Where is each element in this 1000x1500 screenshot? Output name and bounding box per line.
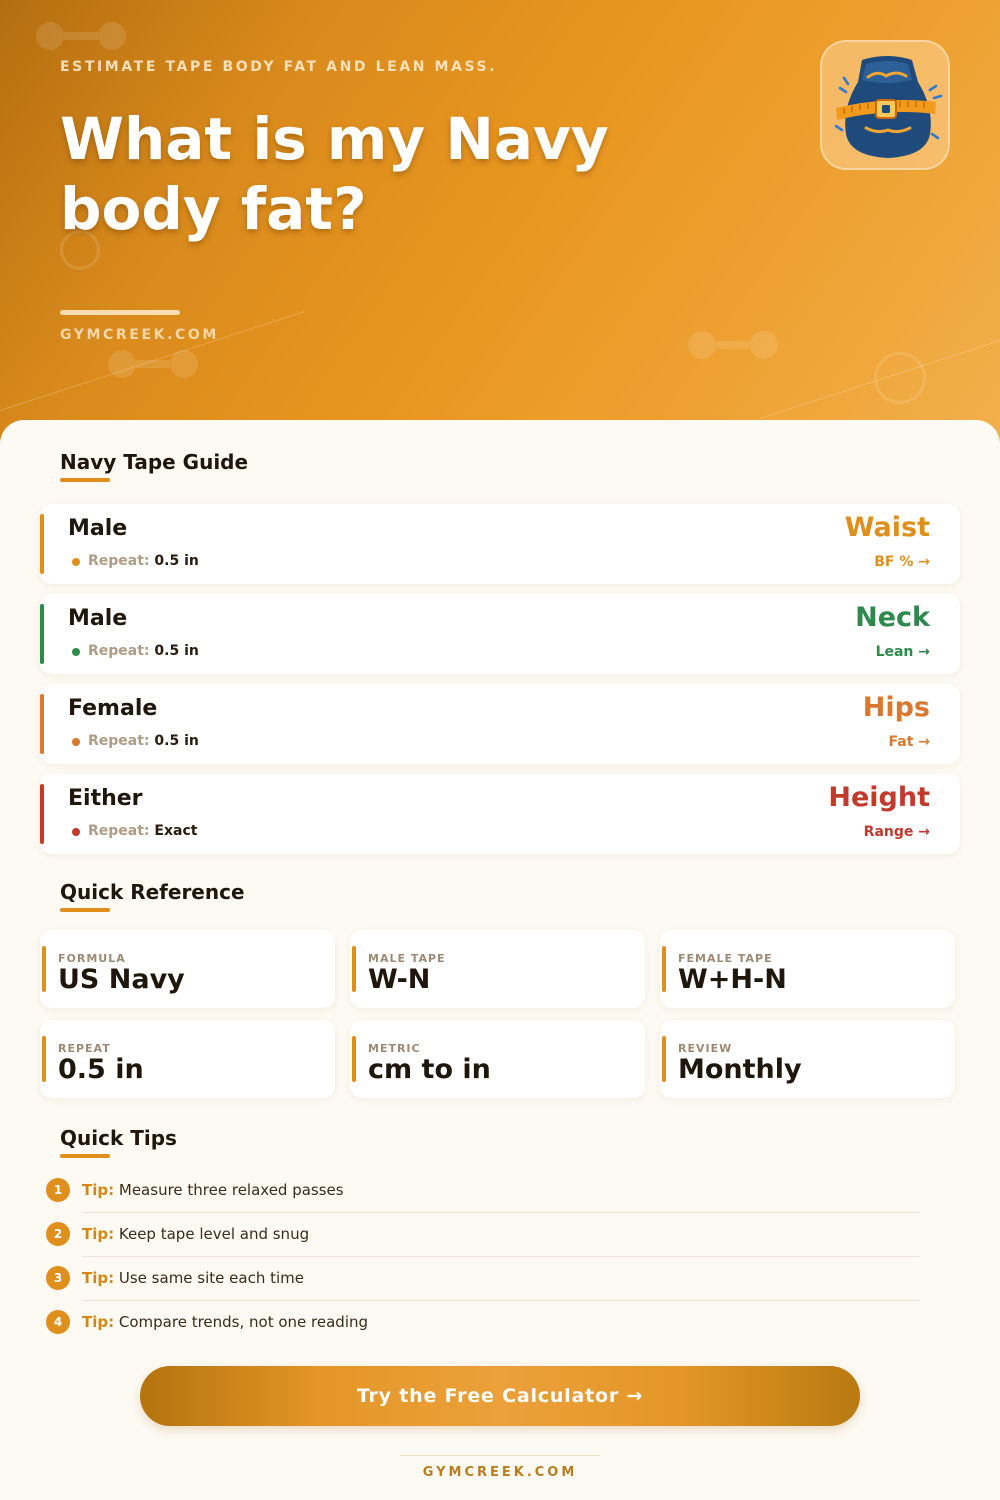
ref-card-formula — [40, 930, 335, 1008]
page-title: What is my Navy body fat? — [60, 105, 609, 243]
section-underline — [60, 908, 110, 912]
card-accent — [352, 1036, 356, 1082]
card-accent — [42, 1036, 46, 1082]
guide-card-site: Hips — [862, 692, 930, 723]
ref-card-label: REVIEW — [678, 1042, 733, 1055]
guide-card-repeat: Repeat: 0.5 in — [88, 553, 199, 569]
card-accent — [40, 784, 44, 844]
card-accent — [352, 946, 356, 992]
tip-number-badge: 4 — [46, 1310, 70, 1334]
list-item — [46, 1266, 920, 1310]
guide-card-site: Neck — [855, 602, 930, 633]
card-accent — [40, 694, 44, 754]
content-panel — [0, 420, 1000, 1500]
guide-card-link[interactable]: Lean → — [875, 644, 930, 660]
section-underline — [60, 478, 110, 482]
bullet-dot-icon — [72, 648, 80, 656]
dumbbell-decoration — [36, 22, 126, 50]
hero-site-label: GYMCREEK.COM — [60, 327, 219, 343]
ref-card-value: W+H-N — [678, 964, 787, 995]
guide-card-height[interactable] — [40, 774, 960, 854]
footer-divider — [400, 1455, 600, 1456]
measuring-tape-body-icon — [820, 40, 950, 170]
tip-number-badge: 1 — [46, 1178, 70, 1202]
guide-card-gender: Either — [68, 786, 143, 811]
section-title-quick-tips: Quick Tips — [60, 1126, 177, 1150]
hero-rule — [60, 310, 180, 315]
list-item — [46, 1178, 920, 1222]
guide-card-link[interactable]: Fat → — [888, 734, 930, 750]
guide-card-gender: Male — [68, 606, 128, 631]
guide-card-waist[interactable] — [40, 504, 960, 584]
guide-card-hips[interactable] — [40, 684, 960, 764]
guide-card-link[interactable]: Range → — [863, 824, 930, 840]
ref-card-review — [660, 1020, 955, 1098]
ref-card-value: cm to in — [368, 1054, 491, 1085]
ref-card-value: Monthly — [678, 1054, 802, 1085]
guide-card-repeat: Repeat: 0.5 in — [88, 643, 199, 659]
guide-card-site: Height — [828, 782, 930, 813]
guide-card-link[interactable]: BF % → — [874, 554, 930, 570]
dumbbell-decoration — [688, 331, 778, 359]
bullet-dot-icon — [72, 828, 80, 836]
tip-number-badge: 3 — [46, 1266, 70, 1290]
ref-card-repeat — [40, 1020, 335, 1098]
list-item — [46, 1222, 920, 1266]
card-accent — [662, 946, 666, 992]
footer-site-link[interactable]: GYMCREEK.COM — [422, 1465, 578, 1480]
try-calculator-button[interactable]: Try the Free Calculator → — [140, 1366, 860, 1426]
section-underline — [60, 1154, 110, 1158]
guide-card-site: Waist — [844, 512, 930, 543]
guide-card-neck[interactable] — [40, 594, 960, 674]
hero-eyebrow: ESTIMATE TAPE BODY FAT AND LEAN MASS. — [60, 59, 498, 75]
guide-card-repeat: Repeat: Exact — [88, 823, 198, 839]
card-accent — [40, 514, 44, 574]
list-item — [46, 1310, 920, 1354]
divider — [82, 1212, 920, 1213]
divider — [82, 1300, 920, 1301]
tip-text: Tip: Use same site each time — [82, 1269, 304, 1287]
bullet-dot-icon — [72, 738, 80, 746]
tip-text: Tip: Keep tape level and snug — [82, 1225, 310, 1243]
ref-card-male-tape — [350, 930, 645, 1008]
card-accent — [40, 604, 44, 664]
section-title-quick-reference: Quick Reference — [60, 880, 245, 904]
tip-text: Tip: Measure three relaxed passes — [82, 1181, 344, 1199]
ref-card-label: MALE TAPE — [368, 952, 446, 965]
guide-card-repeat: Repeat: 0.5 in — [88, 733, 199, 749]
ref-card-label: FEMALE TAPE — [678, 952, 773, 965]
ref-card-value: 0.5 in — [58, 1054, 144, 1085]
guide-card-gender: Male — [68, 516, 128, 541]
bullet-dot-icon — [72, 558, 80, 566]
divider — [82, 1256, 920, 1257]
dumbbell-decoration — [108, 350, 198, 378]
tip-text: Tip: Compare trends, not one reading — [82, 1313, 369, 1331]
ref-card-label: REPEAT — [58, 1042, 111, 1055]
diagonal-line-decoration — [760, 338, 1000, 419]
section-title-tape-guide: Navy Tape Guide — [60, 450, 249, 474]
ref-card-metric — [350, 1020, 645, 1098]
tip-number-badge: 2 — [46, 1222, 70, 1246]
ref-card-value: US Navy — [58, 964, 185, 995]
ref-card-label: METRIC — [368, 1042, 421, 1055]
measuring-tape-body-icon — [822, 42, 952, 172]
ref-card-value: W-N — [368, 964, 431, 995]
ref-card-label: FORMULA — [58, 952, 126, 965]
card-accent — [662, 1036, 666, 1082]
guide-card-gender: Female — [68, 696, 158, 721]
card-accent — [42, 946, 46, 992]
ref-card-female-tape — [660, 930, 955, 1008]
hero-banner — [0, 0, 1000, 460]
